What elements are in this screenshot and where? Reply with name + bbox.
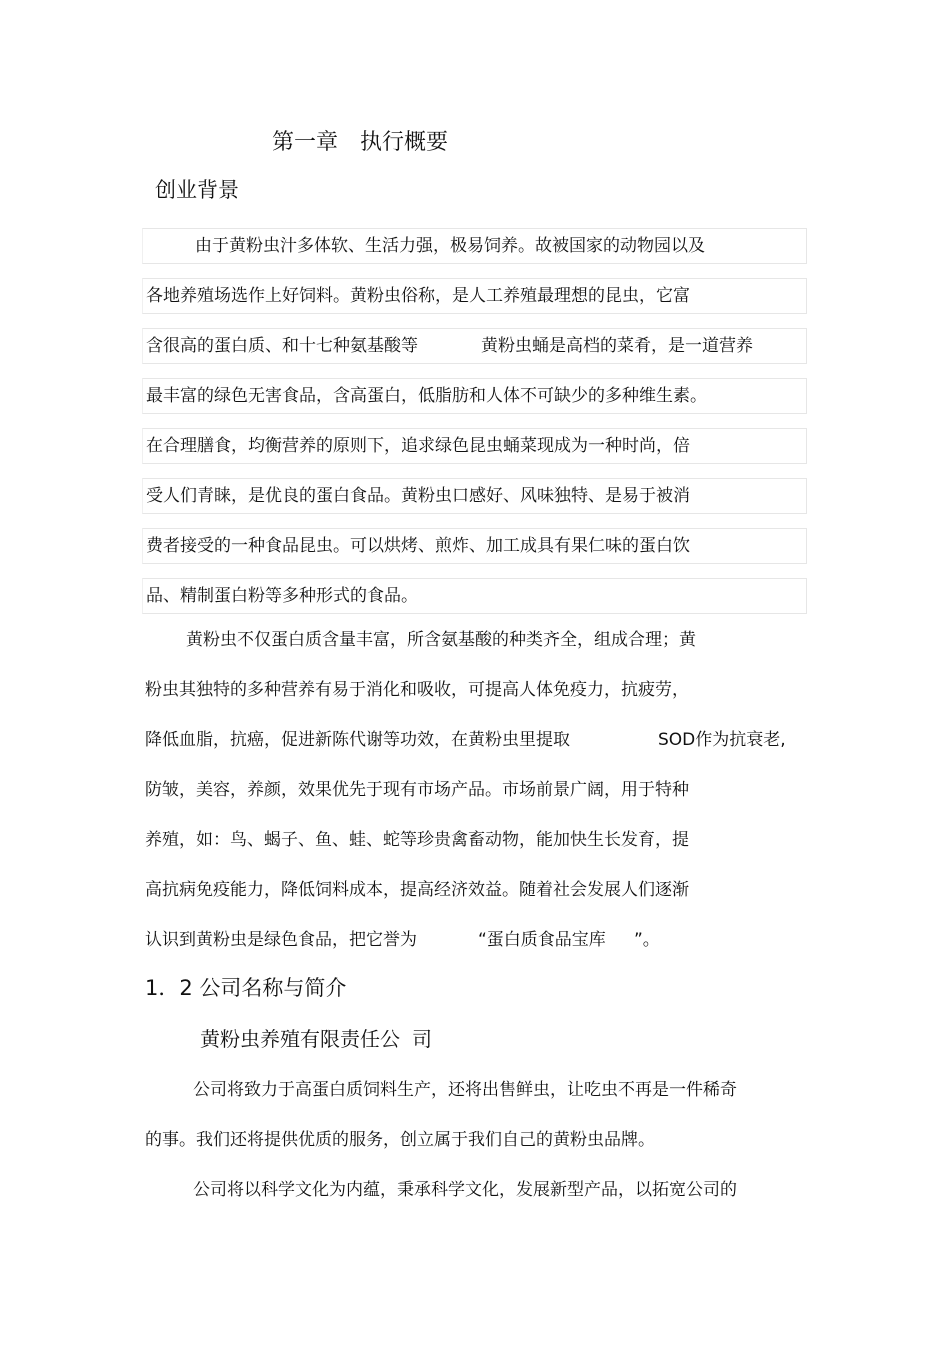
- company-name: [200, 1029, 432, 1049]
- paragraph-line: 最丰富的绿色无害食品，含高蛋白，低脂肪和人体不可缺少的多种维生素。: [146, 386, 707, 406]
- paragraph-line: 含很高的蛋白质、和十七种氨基酸等: [146, 336, 418, 356]
- paragraph-line: 品、精制蛋白粉等多种形式的食品。: [146, 586, 418, 606]
- paragraph-line: 粉虫其独特的多种营养有易于消化和吸收，可提高人体免疫力，抗疲劳，: [145, 680, 689, 700]
- section-heading-background: 创业背景: [155, 178, 239, 202]
- boxed-row: [142, 228, 807, 264]
- paragraph-line: 防皱，美容，养颜，效果优先于现有市场产品。市场前景广阔，用于特种: [145, 780, 689, 800]
- paragraph-line: 公司将以科学文化为内蕴，秉承科学文化，发展新型产品，以拓宽公司的: [193, 1180, 737, 1200]
- paragraph-line: 认识到黄粉虫是绿色食品，把它誉为: [145, 930, 417, 950]
- paragraph-line: 黄粉虫蛹是高档的菜肴，是一道营养: [481, 336, 753, 356]
- paragraph-line: 降低血脂，抗癌，促进新陈代谢等功效，在黄粉虫里提取: [145, 730, 570, 750]
- section-heading-company: 1．2 公司名称与简介: [145, 976, 347, 1000]
- paragraph-line: 高抗病免疫能力，降低饲料成本，提高经济效益。随着社会发展人们逐渐: [145, 880, 689, 900]
- boxed-row: [142, 328, 807, 364]
- paragraph-line: 在合理膳食，均衡营养的原则下，追求绿色昆虫蛹菜现成为一种时尚，倍: [146, 436, 690, 456]
- company-name-main: 黄粉虫养殖有限责任公: [200, 1027, 400, 1051]
- quote-end: ”。: [634, 930, 660, 950]
- paragraph-line: SOD作为抗衰老,: [658, 730, 786, 750]
- boxed-row: [142, 378, 807, 414]
- paragraph-line: 黄粉虫不仅蛋白质含量丰富，所含氨基酸的种类齐全，组成合理；黄: [186, 630, 696, 650]
- quote-text: “蛋白质食品宝库: [478, 930, 606, 950]
- paragraph-line: 由于黄粉虫汁多体软、生活力强，极易饲养。故被国家的动物园以及: [195, 236, 705, 256]
- paragraph-line: 的事。我们还将提供优质的服务，创立属于我们自己的黄粉虫品牌。: [145, 1130, 655, 1150]
- paragraph-line: 费者接受的一种食品昆虫。可以烘烤、煎炸、加工成具有果仁味的蛋白饮: [146, 536, 690, 556]
- paragraph-line: 受人们青睐，是优良的蛋白食品。黄粉虫口感好、风味独特、是易于被消: [146, 486, 690, 506]
- paragraph-line: 各地养殖场选作上好饲料。黄粉虫俗称，是人工养殖最理想的昆虫，它富: [146, 286, 690, 306]
- paragraph-line: 养殖，如：鸟、蝎子、鱼、蛙、蛇等珍贵禽畜动物，能加快生长发育，提: [145, 830, 689, 850]
- boxed-row: [142, 428, 807, 464]
- chapter-number: 第一章: [272, 130, 339, 155]
- paragraph-line: 公司将致力于高蛋白质饲料生产，还将出售鲜虫，让吃虫不再是一件稀奇: [193, 1080, 737, 1100]
- chapter-heading: [272, 132, 448, 154]
- boxed-row: [142, 528, 807, 564]
- company-name-tail: 司: [412, 1027, 432, 1051]
- boxed-row: [142, 278, 807, 314]
- boxed-row: [142, 478, 807, 514]
- chapter-title: 执行概要: [360, 130, 449, 155]
- boxed-row: [142, 578, 807, 614]
